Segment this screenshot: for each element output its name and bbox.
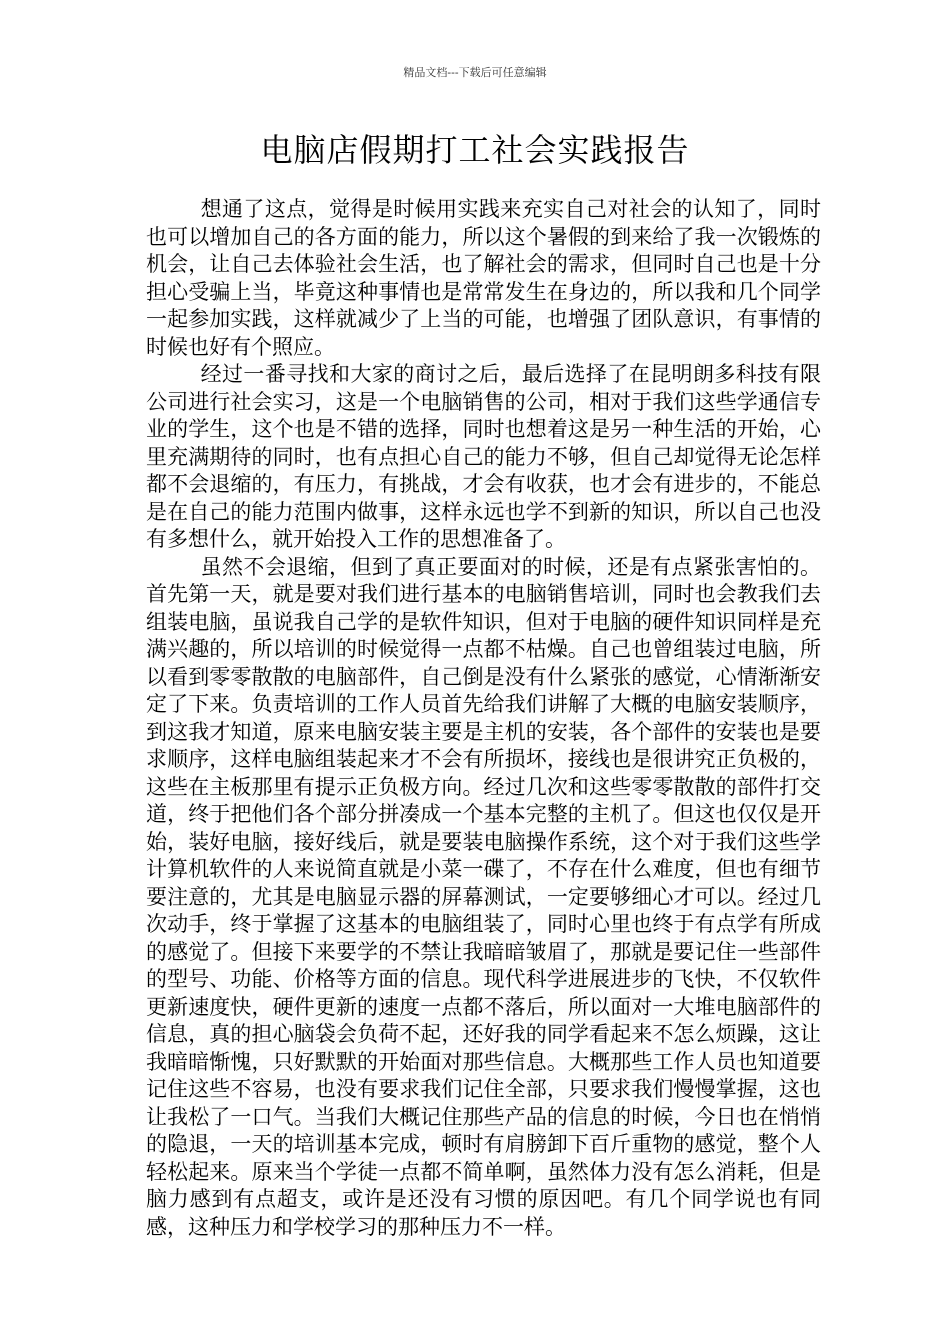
body-paragraph: 想通了这点，觉得是时候用实践来充实自己对社会的认知了，同时也可以增加自己的各方面的能力，所以这个暑假的到来给了我一次锻炼的机会，让自己去体验社会生活，也了解社会的需求，但同时自己也是十分担心受骗上当，毕竟这种事情也是常常发生在身边的，所以我和几个同学一起参加实践，这样就减少了上当的可能，也增强了团队意识，有事情的时候也好有个照应。 (146, 197, 821, 359)
body-paragraph: 经过一番寻找和大家的商讨之后，最后选择了在昆明朗多科技有限公司进行社会实习，这是一个电脑销售的公司，相对于我们这些学通信专业的学生，这个也是不错的选择，同时也想着这是另一种生活的开始，心里充满期待的同时，也有点担心自己的能力不够，但自己却觉得无论怎样都不会退缩的，有压力，有挑战，才会有收获，也才会有进步的，不能总是在自己的能力范围内做事，这样永远也学不到新的知识，所以自己也没有多想什么，就开始投入工作的思想准备了。 (146, 362, 821, 551)
document-body (146, 196, 821, 1241)
body-paragraph: 虽然不会退缩，但到了真正要面对的时候，还是有点紧张害怕的。首先第一天，就是要对我们进行基本的电脑销售培训，同时也会教我们去组装电脑，虽说我自己学的是软件知识，但对于电脑的硬件知识同样是充满兴趣的，所以培训的时候觉得一点都不枯燥。自己也曾组装过电脑，所以看到零零散散的电脑部件，自己倒是没有什么紧张的感觉，心情渐渐安定了下来。负责培训的工作人员首先给我们讲解了大概的电脑安装顺序，到这我才知道，原来电脑安装主要是主机的安装，各个部件的安装也是要求顺序，这样电脑组装起来才不会有所损坏，接线也是很讲究正负极的，这些在主板那里有提示正负极方向。经过几次和这些零零散散的部件打交道，终于把他们各个部分拼凑成一个基本完整的主机了。但这也仅仅是开始，装好电脑，接好线后，就是要装电脑操作系统，这个对于我们这些学计算机软件的人来说简直就是小菜一碟了，不存在什么难度，但也有细节要注意的，尤其是电脑显示器的屏幕测试，一定要够细心才可以。经过几次动手，终于掌握了这基本的电脑组装了，同时心里也终于有点学有所成的感觉了。但接下来要学的不禁让我暗暗皱眉了，那就是要记住一些部件的型号、功能、价格等方面的信息。现代科学进展进步的飞快，不仅软件更新速度快，硬件更新的速度一点都不落后，所以面对一大堆电脑部件的信息，真的担心脑袋会负荷不起，还好我的同学看起来不怎么烦躁，这让我暗暗惭愧，只好默默的开始面对那些信息。大概那些工作人员也知道要记住这些不容易，也没有要求我们记住全部，只要求我们慢慢掌握，这也让我松了一口气。当我们大概记住那些产品的信息的时候，今日也在悄悄的隐退，一天的培训基本完成，顿时有肩膀卸下百斤重物的感觉，整个人轻松起来。原来当个学徒一点都不简单啊，虽然体力没有怎么消耗，但是脑力感到有点超支，或许是还没有习惯的原因吧。有几个同学说也有同感，这种压力和学校学习的那种压力不一样。 (146, 554, 821, 1239)
header-note: 精品文档---下载后可任意编辑 (403, 66, 547, 79)
document-title: 电脑店假期打工社会实践报告 (260, 131, 690, 169)
